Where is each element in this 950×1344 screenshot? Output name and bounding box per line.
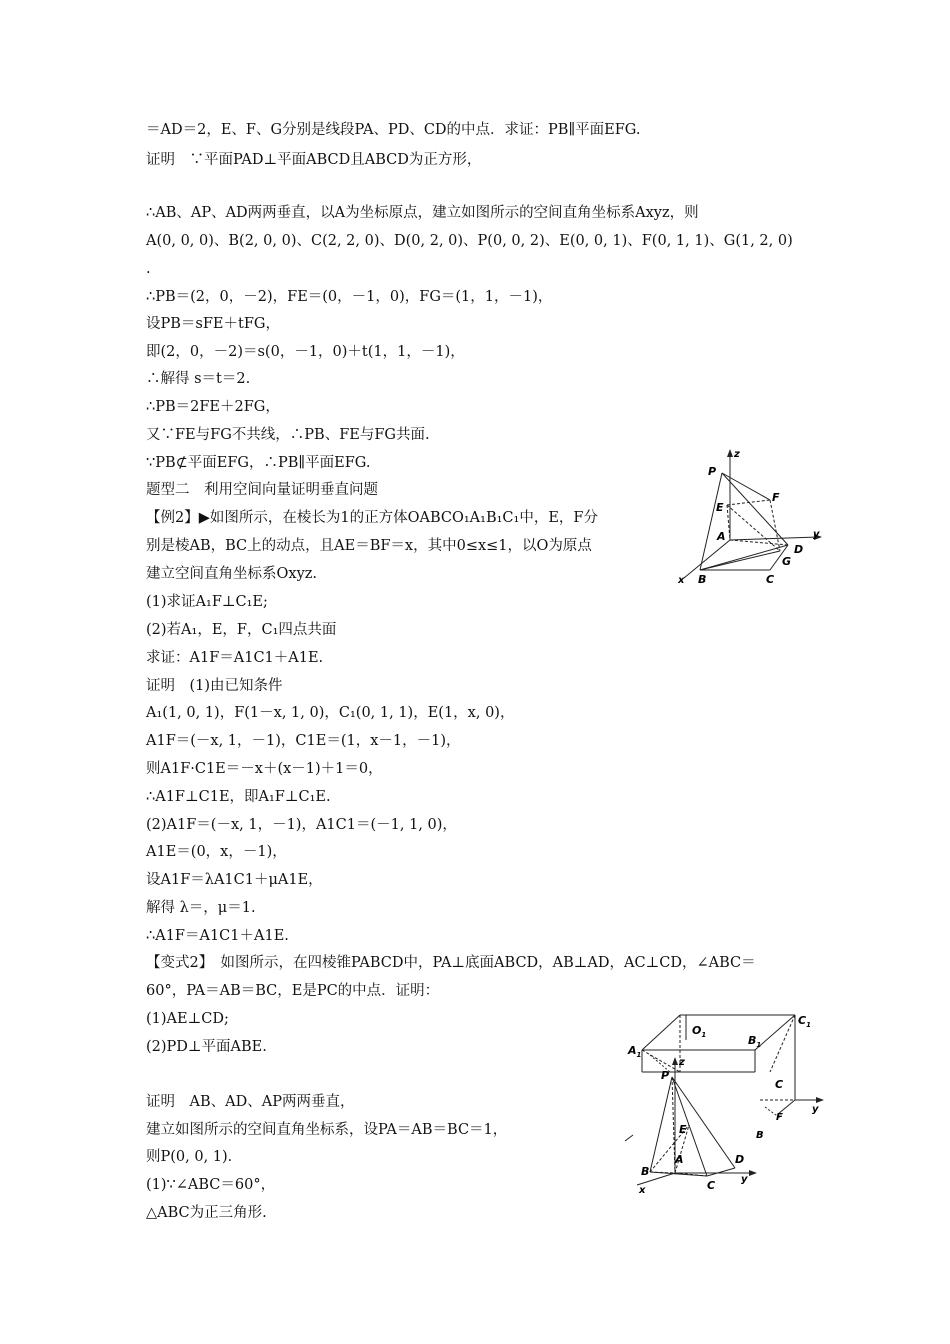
label-A: A: [675, 1153, 684, 1166]
text-line: 设PB＝sFE＋tFG，: [146, 316, 280, 332]
label-E: E: [679, 1123, 687, 1136]
label-P: P: [661, 1069, 670, 1082]
text-line: 60°，PA＝AB＝BC，E是PC的中点．证明：: [146, 983, 440, 999]
text-line: ∴解得 s＝t＝2.: [146, 371, 251, 387]
text-line: 即(2，0，－2)＝s(0，－1，0)＋t(1，1，－1)，: [146, 344, 465, 360]
text-line: (2)PD⊥平面ABE.: [146, 1039, 267, 1055]
text-line: 则P(0, 0, 1)．: [146, 1149, 243, 1165]
text-line: A₁(1, 0, 1)，F(1－x, 1, 0)，C₁(0, 1, 1)，E(1，x, 0)，: [146, 705, 515, 721]
label-D: D: [794, 543, 804, 556]
text-line: A(0, 0, 0)、B(2, 0, 0)、C(2, 2, 0)、D(0, 2, 0)、P(0, 0, 2)、E(0, 0, 1)、F(0, 1, 1)、G(1, 2, 0): [146, 233, 793, 249]
label-y: y: [812, 1104, 819, 1115]
label-y: y: [813, 529, 820, 540]
label-x: x: [678, 575, 685, 586]
text-line: (1)求证A₁F⊥C₁E;: [146, 594, 268, 610]
text-line: 证明 ∵平面PAD⊥平面ABCD且ABCD为正方形，: [146, 152, 482, 168]
label-B: B: [641, 1165, 650, 1178]
label-A: A: [717, 530, 726, 543]
text-line: 又∵FE与FG不共线，∴PB、FE与FG共面.: [146, 427, 430, 443]
label-C1: $C_1$: [798, 1014, 811, 1029]
text-line: ＝AD＝2，E、F、G分别是线段PA、PD、CD的中点．求证：PB∥平面EFG.: [146, 122, 641, 138]
text-line: 解得 λ＝，μ＝1.: [146, 900, 256, 916]
text-line: 别是棱AB，BC上的动点，且AE＝BF＝x，其中0≤x≤1，以O为原点: [146, 538, 592, 554]
text-line: (2)若A₁，E，F，C₁四点共面: [146, 622, 337, 638]
text-line: (2)A1F＝(－x, 1，－1)，A1C1＝(－1, 1, 0)，: [146, 817, 457, 833]
label-C: C: [766, 573, 775, 586]
label-z: z: [679, 1057, 685, 1068]
text-line: ∴PB＝2FE＋2FG，: [146, 399, 280, 415]
text-line: 求证：A1F＝A1C1＋A1E.: [146, 650, 324, 666]
text-line: 设A1F＝λA1C1＋μA1E，: [146, 872, 323, 888]
label-P: P: [708, 465, 717, 478]
text-line: 建立如图所示的空间直角坐标系，设PA＝AB＝BC＝1，: [146, 1122, 508, 1138]
text-line: (1)∵∠ABC＝60°，: [146, 1177, 276, 1193]
text-line: ∴A1F⊥C1E，即A₁F⊥C₁E.: [146, 789, 331, 805]
text-line: ∵PB⊄平面EFG，∴PB∥平面EFG.: [146, 455, 371, 471]
label-A1: $A_1$: [628, 1044, 642, 1059]
label-z: z: [734, 449, 740, 460]
text-line: 【变式2】 如图所示，在四棱锥PABCD中，PA⊥底面ABCD，AB⊥AD，AC⊥CD，∠ABC＝: [146, 955, 756, 971]
label-y: y: [741, 1174, 748, 1185]
section-heading: 题型二 利用空间向量证明垂直问题: [146, 482, 378, 498]
text-line: A1E＝(0，x，－1)，: [146, 844, 287, 860]
label-E: E: [716, 501, 724, 514]
label-x: x: [639, 1185, 646, 1195]
text-line: A1F＝(－x, 1，－1)，C1E＝(1，x－1，－1)，: [146, 733, 461, 749]
label-O1: $O_1$: [692, 1024, 707, 1039]
label-B1: $B_1$: [748, 1034, 762, 1049]
text-line: 建立空间直角坐标系Oxyz.: [146, 566, 318, 582]
label-F: F: [776, 1112, 783, 1123]
text-line: 【例2】▶如图所示，在棱长为1的正方体OABCO₁A₁B₁C₁中，E，F分: [146, 510, 598, 526]
label-F: F: [772, 491, 780, 504]
figure-pyramid-pabcd: [670, 445, 830, 590]
figure-pyramid-variant: [615, 1055, 760, 1195]
text-line: .: [146, 261, 151, 277]
label-G: G: [782, 555, 792, 568]
label-D: D: [735, 1153, 745, 1166]
text-line: (1)AE⊥CD;: [146, 1011, 229, 1027]
text-line: 则A1F·C1E＝－x＋(x－1)＋1＝0，: [146, 761, 383, 777]
text-line: △ABC为正三角形.: [146, 1205, 267, 1221]
text-line: ∴A1F＝A1C1＋A1E.: [146, 928, 289, 944]
text-line: ∴AB、AP、AD两两垂直，以A为坐标原点，建立如图所示的空间直角坐标系Axyz，则: [146, 205, 699, 221]
label-C: C: [775, 1078, 784, 1091]
label-B: B: [756, 1130, 764, 1140]
text-line: ∴PB＝(2，0，－2)，FE＝(0，－1，0)，FG＝(1，1，－1)，: [146, 289, 553, 305]
text-line: 证明 (1)由已知条件: [146, 678, 283, 694]
label-C: C: [707, 1179, 716, 1192]
label-B: B: [698, 573, 707, 586]
text-line: 证明 AB、AD、AP两两垂直，: [146, 1094, 355, 1110]
